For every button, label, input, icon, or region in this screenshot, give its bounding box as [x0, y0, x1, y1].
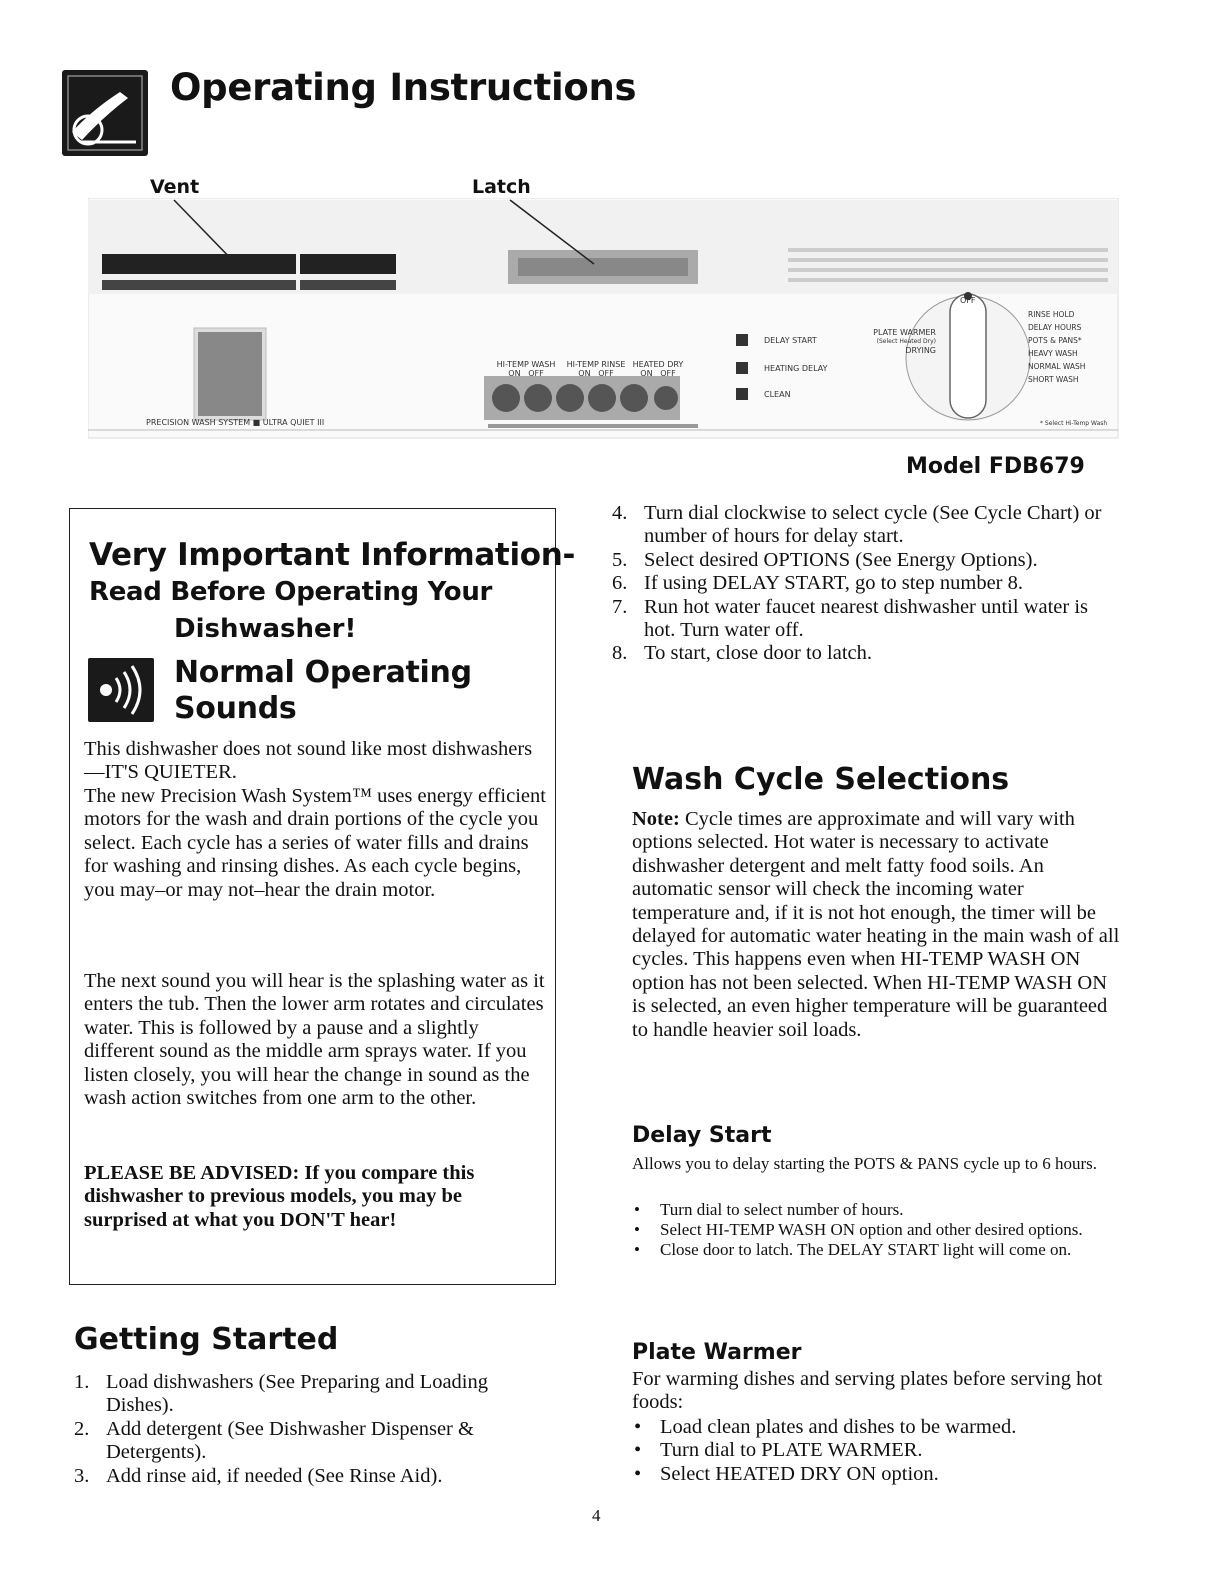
dishwasher-hand-icon [62, 70, 148, 156]
step-number: 5. [612, 548, 628, 571]
dial-label: POTS & PANS* [1028, 336, 1082, 345]
option-label: HI-TEMP RINSE [566, 360, 626, 369]
bullet-text: Close door to latch. The DELAY START light will come on. [660, 1240, 1072, 1259]
wash-cycle-heading: Wash Cycle Selections [632, 762, 1010, 797]
getting-started-list-continued [612, 502, 1112, 666]
list-item: • Close door to latch. The DELAY START light will come on. [634, 1240, 1072, 1259]
option-label: HI-TEMP WASH [496, 360, 556, 369]
delay-start-list [632, 1200, 1112, 1260]
vent-label: Vent [150, 176, 200, 198]
step-text: To start, close door to latch. [644, 642, 872, 665]
indicator-heating-delay: HEATING DELAY [764, 364, 828, 373]
list-item [612, 549, 1112, 572]
step-text: Load dishwashers (See Preparing and Loading Dishes). [106, 1371, 488, 1417]
step-number: 8. [612, 642, 628, 665]
sound-icon [88, 658, 154, 722]
wash-cycle-note [632, 808, 1122, 1042]
getting-started-list [74, 1371, 554, 1488]
sounds-paragraph-1: This dishwasher does not sound like most dishwashers—IT'S QUIETER. [84, 738, 533, 784]
latch-label: Latch [472, 176, 531, 198]
dial-off-label: OFF [960, 296, 976, 305]
panel-brand-text: PRECISION WASH SYSTEM ■ ULTRA QUIET III [146, 418, 325, 427]
option-on: ON [578, 369, 591, 378]
dial-label: (Select Heated Dry) [876, 338, 936, 345]
list-item [612, 502, 1112, 549]
box-title-line3: Dishwasher! [174, 614, 357, 644]
plate-warmer-list [632, 1416, 1122, 1486]
plate-warmer-heading: Plate Warmer [632, 1340, 802, 1365]
dial-label: RINSE HOLD [1028, 310, 1075, 319]
step-text: Add rinse aid, if needed (See Rinse Aid). [106, 1464, 443, 1487]
option-hi-temp-wash [496, 360, 556, 378]
list-item: • Select HI-TEMP WASH ON option and other desired options. [634, 1220, 1083, 1239]
list-item: • Turn dial to select number of hours. [634, 1200, 904, 1219]
list-item [74, 1465, 554, 1488]
normal-sounds-heading [174, 655, 472, 727]
list-item [612, 642, 1112, 665]
step-number: 6. [612, 572, 628, 595]
dial-label: HEAVY WASH [1028, 349, 1078, 358]
step-number: 1. [74, 1371, 90, 1393]
getting-started-heading: Getting Started [74, 1322, 339, 1357]
panel-footnote: * Select Hi-Temp Wash [1040, 420, 1108, 427]
bullet-text: Load clean plates and dishes to be warmed. [660, 1416, 1017, 1438]
dial-label: DELAY HOURS [1028, 323, 1082, 332]
step-text: Run hot water faucet nearest dishwasher until water is hot. Turn water off. [644, 595, 1089, 642]
delay-start-text: Allows you to delay starting the POTS & PANS cycle up to 6 hours. [632, 1154, 1097, 1173]
list-item: • Select HEATED DRY ON option. [634, 1462, 939, 1485]
page-title: Operating Instructions [170, 66, 637, 109]
dial-label: DRYING [905, 346, 936, 355]
option-label: HEATED DRY [632, 360, 684, 369]
sounds-paragraph-2: The new Precision Wash System™ uses energy efficient motors for the wash and drain portions of the cycle you select. Each cycle has a series of water fills and drains for washing and rinsing dishes. As each cycle begins, you may–or may not–hear the drain motor. [84, 785, 546, 901]
note-label: Note: [632, 808, 680, 830]
dial-label: PLATE WARMER [873, 328, 936, 337]
heading-line: Normal Operating [174, 655, 472, 690]
list-item [612, 596, 1112, 643]
delay-start-heading: Delay Start [632, 1123, 772, 1148]
note-text: Cycle times are approximate and will vary with options selected. Hot water is necessary to activate dishwasher detergent and melt fatty food soils. An automatic sensor will check the incoming water temperature and, if it is not hot enough, the timer will be delayed for automatic water heating in the main wash of all cycles. This happens even when HI-TEMP WASH ON option has not been selected. When HI-TEMP WASH ON is selected, an even higher temperature will be guaranteed to handle heavier soil loads. [632, 808, 1120, 1041]
dial-label: NORMAL WASH [1028, 362, 1086, 371]
indicator-delay-start: DELAY START [764, 336, 817, 345]
bullet-text: Select HEATED DRY ON option. [660, 1462, 939, 1485]
step-number: 4. [612, 502, 628, 524]
dial-label: SHORT WASH [1028, 375, 1079, 384]
step-text: Select desired OPTIONS (See Energy Options). [644, 548, 1038, 571]
list-item [74, 1418, 554, 1465]
option-off: OFF [598, 369, 614, 378]
step-text: Turn dial clockwise to select cycle (See Cycle Chart) or number of hours for delay start. [644, 502, 1102, 548]
option-on: ON [640, 369, 653, 378]
dial-left-labels [846, 328, 936, 355]
option-off: OFF [660, 369, 676, 378]
dial-right-labels [1028, 308, 1085, 386]
control-panel-illustration [88, 198, 1120, 440]
list-item: • Load clean plates and dishes to be warmed. [634, 1416, 1017, 1438]
step-text: Add detergent (See Dishwasher Dispenser & Detergents). [106, 1417, 474, 1464]
indicator-clean: CLEAN [764, 390, 791, 399]
bullet-text: Turn dial to PLATE WARMER. [660, 1439, 923, 1462]
bullet-text: Select HI-TEMP WASH ON option and other desired options. [660, 1220, 1083, 1239]
option-on: ON [508, 369, 521, 378]
step-text: If using DELAY START, go to step number 8. [644, 572, 1024, 595]
page-number: 4 [592, 1506, 601, 1525]
option-off: OFF [528, 369, 544, 378]
option-hi-temp-rinse [566, 360, 626, 378]
advisory-paragraph: PLEASE BE ADVISED: If you compare this dishwasher to previous models, you may be surprised at what you DON'T hear! [84, 1162, 475, 1231]
step-number: 7. [612, 595, 628, 618]
plate-warmer-text: For warming dishes and serving plates before serving hot foods: [632, 1368, 1103, 1414]
sounds-paragraph-3: The next sound you will hear is the splashing water as it enters the tub. Then the lower arm rotates and circulates water. This is followed by a pause and a slightly different sound as the middle arm sprays water. If you listen closely, you will hear the change in sound as the wash action switches from one arm to the other. [84, 970, 545, 1110]
heading-line: Sounds [174, 691, 297, 726]
model-number: Model FDB679 [906, 454, 1085, 479]
box-title-line1: Very Important Information- [89, 537, 576, 573]
step-number: 3. [74, 1464, 90, 1487]
list-item [74, 1371, 554, 1418]
option-heated-dry [628, 360, 688, 378]
list-item: • Turn dial to PLATE WARMER. [634, 1439, 923, 1462]
list-item [612, 572, 1112, 595]
step-number: 2. [74, 1417, 90, 1440]
box-title-line2: Read Before Operating Your [89, 577, 493, 607]
bullet-text: Turn dial to select number of hours. [660, 1200, 904, 1219]
